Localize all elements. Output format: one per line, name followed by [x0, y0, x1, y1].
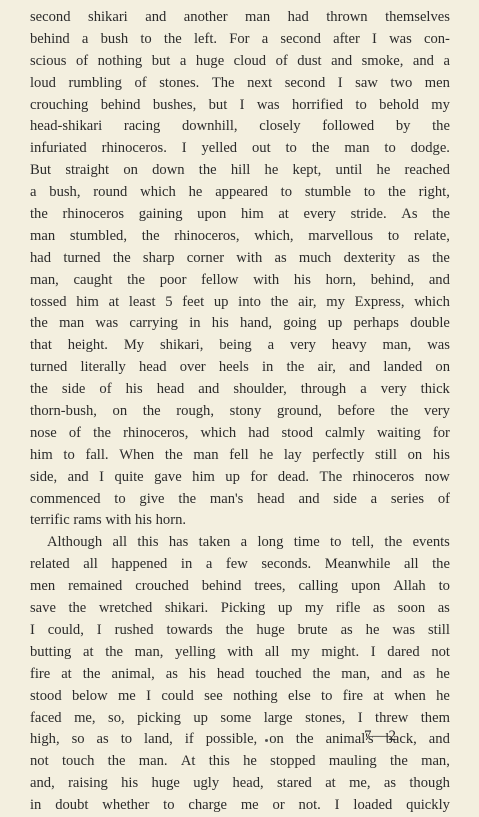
paragraph-1 — [30, 7, 450, 532]
text-line: him to fall. When the man fell he lay perfectly still on his — [30, 446, 450, 463]
text-line: the rhinoceros gaining upon him at every stride. As the — [30, 206, 450, 223]
text-line: faced me, so, picking up some large stones, I threw them — [30, 709, 450, 726]
text-line: the man was carrying in his hand, going up perhaps double — [30, 315, 450, 332]
text-line: side, and I quite gave him up for dead. The rhinoceros now — [30, 468, 450, 485]
text-line: had turned the sharp corner with as much dexterity as the — [30, 249, 450, 266]
text-line: the side of his head and shoulder, through a very thick — [30, 381, 450, 398]
text-line: save the wretched shikari. Picking up my rifle as soon as — [30, 600, 450, 617]
text-line: scious of nothing but a huge cloud of dust and smoke, and a — [30, 52, 450, 69]
text-line: men remained crouched behind trees, calling upon Allah to — [30, 578, 450, 595]
text-line: terrific rams with his horn. — [30, 512, 187, 529]
text-line: related all happened in a few seconds. Meanwhile all the — [30, 556, 450, 573]
text-line: But straight on down the hill he kept, until he reached — [30, 162, 450, 179]
text-line: head-shikari racing downhill, closely followed by the — [30, 118, 450, 135]
text-line: and, raising his huge ugly head, stared at me, as though — [30, 775, 450, 792]
text-line: in doubt whether to charge me or not. I loaded quickly — [30, 797, 450, 814]
text-line: loud rumbling of stones. The next second I saw two men — [30, 74, 450, 91]
text-line: that height. My shikari, being a very heavy man, was — [30, 337, 450, 354]
text-line: not touch the man. At this he stopped mauling the man, — [30, 753, 450, 770]
text-line: thorn-bush, on the rough, stony ground, before the very — [30, 403, 450, 420]
text-line: Although all this has taken a long time to tell, the events — [47, 534, 450, 551]
text-line: butting at the man, yelling with all my might. I dared not — [30, 643, 450, 660]
text-line: man stumbled, the rhinoceros, which, marvellous to relate, — [30, 227, 450, 244]
text-line: I could, I rushed towards the huge brute as he was still — [30, 621, 450, 638]
text-line: stood below me I could see nothing else to fire at when he — [30, 687, 450, 704]
text-line: second shikari and another man had thrown themselves — [30, 9, 450, 25]
printer-dot — [265, 739, 268, 742]
signature-mark: 7—2 — [364, 728, 397, 744]
body-text — [30, 7, 450, 817]
text-line: commenced to give the man's head and side a series of — [30, 490, 450, 507]
text-line: a bush, round which he appeared to stumble to the right, — [30, 184, 450, 201]
text-line: behind a bush to the left. For a second after I was con- — [30, 30, 450, 47]
text-line: high, so as to land, if possible, on the animal's back, and — [30, 731, 450, 748]
text-line: nose of the rhinoceros, which had stood calmly waiting for — [30, 424, 450, 441]
paragraph-2 — [30, 532, 450, 817]
text-line: turned literally head over heels in the air, and landed on — [30, 359, 450, 376]
text-line: fire at the animal, as his head touched the man, and as he — [30, 665, 450, 682]
text-line: infuriated rhinoceros. I yelled out to the man to dodge. — [30, 140, 450, 157]
text-line: crouching behind bushes, but I was horrified to behold my — [30, 96, 450, 113]
text-line: man, caught the poor fellow with his horn, behind, and — [30, 271, 450, 288]
text-line: tossed him at least 5 feet up into the air, my Express, which — [30, 293, 450, 310]
